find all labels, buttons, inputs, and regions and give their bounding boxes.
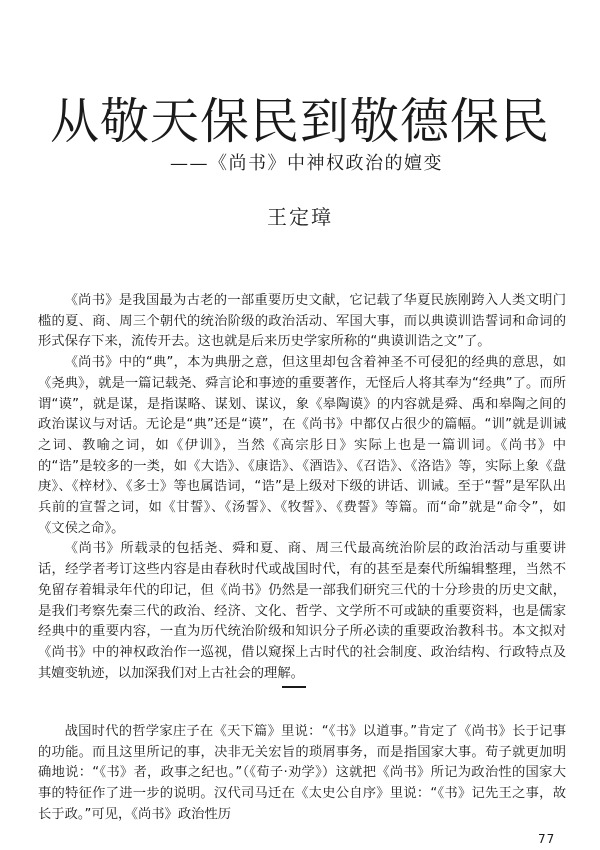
article-title: 从敬天保民到敬德保民 (49, 93, 550, 150)
article-subtitle: ——《尚书》中神权政治的嬗变 (170, 153, 443, 174)
body-paragraph: 《尚书》是我国最为古老的一部重要历史文献，它记载了华夏民族刚跨入人类文明门槛的夏、商、周三个朝代的统治阶级的政治活动、军国大事，而以典谟训诰誓词和命词的形式保存下来，流传开去。这也就是后来历史学家所称的“典谟训诰之文”了。 (38, 293, 566, 350)
article-author: 王定璋 (267, 205, 333, 229)
body-paragraph: 《尚书》中的“典”，本为典册之意，但这里却包含着神圣不可侵犯的经典的意思，如《尧典》，就是一篇记载尧、舜言论和事迹的重要著作，无怪后人将其奉为“经典”了。而所谓“谟”，就是谋，是指谋略、谋划、谋议，象《皋陶谟》的内容就是舜、禹和皋陶之间的政治谋议与对话。无论是“典”还是“谟”，在《尚书》中都仅占很少的篇幅。“训”就是训诫之词、教喻之词，如《伊训》，当然《高宗肜日》实际上也是一篇训词。《尚书》中的“诰”是较多的一类，如《大诰》、《康诰》、《酒诰》、《召诰》、《洛诰》等，实际上象《盘庚》、《梓材》、《多士》等也属诰词，“诰”是上级对下级的讲话、训诫。至于“誓”是军队出兵前的宣誓之词，如《甘誓》、《汤誓》、《牧誓》、《费誓》等篇。而“命”就是“命令”，如《文侯之命》。 (38, 355, 566, 536)
body-paragraph: 战国时代的哲学家庄子在《天下篇》里说：“《书》以道事。”肯定了《尚书》长于记事的功能。而且这里所记的事，决非无关宏旨的琐屑事务，而是指国家大事。荀子就更加明确地说：“《书》者，政事之纪也。”（《荀子·劝学》）这就把《尚书》所记为政治性的国家大事的特征作了进一步的说明。汉代司马迁在《太史公自序》里说：“《书》记先王之事，故长于政。”可见，《尚书》政治性历 (38, 724, 566, 822)
body-paragraph: 《尚书》所载录的包括尧、舜和夏、商、周三代最高统治阶层的政治活动与重要讲话，经学者考订这些内容是由春秋时代或战国时代，有的甚至是秦代所编辑整理，当然不免留存着辑录年代的印记，但《尚书》仍然是一部我们研究三代的十分珍贵的历史文献，是我们考察先秦三代的政治、经济、文化、哲学、文学所不可或缺的重要资料，也是儒家经典中的重要内容，一直为历代统治阶级和知识分子所必读的重要政治教科书。本文拟对《尚书》中的神权政治作一巡视，借以窥探上古时代的社会制度、政治结构、行政特点及其嬗变轨迹，以加深我们对上古社会的理解。 (38, 541, 566, 681)
page-number: 77 (538, 832, 556, 846)
introduction-section (38, 291, 566, 684)
section-heading-one (282, 686, 306, 688)
section-one (38, 722, 566, 826)
